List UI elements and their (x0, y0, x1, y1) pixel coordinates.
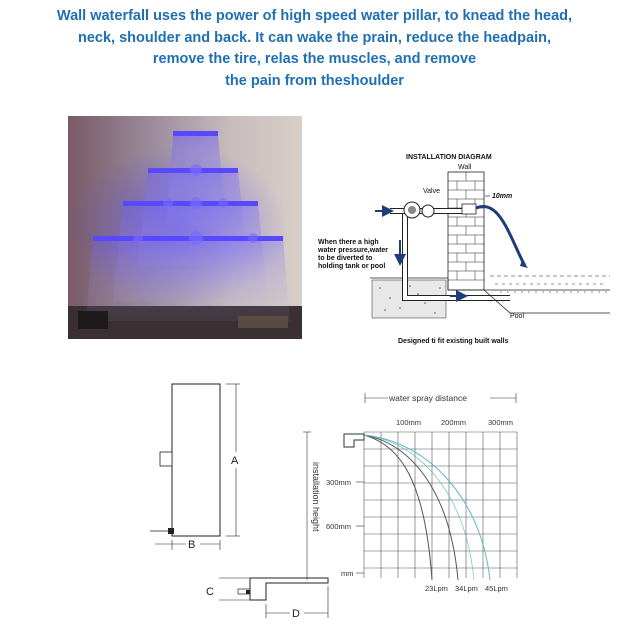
headline-line-2: neck, shoulder and back. It can wake the prain, reduce the headpain, (78, 29, 551, 46)
flow-label-34: 34Lpm (455, 584, 478, 593)
note-line-2: water pressure,water (318, 247, 389, 254)
spray-distance-chart (303, 393, 517, 593)
installation-title: INSTALLATION DIAGRAM (406, 154, 492, 161)
gap-label: 10mm (492, 193, 513, 200)
note-line-1: When there a high (318, 239, 379, 246)
front-view-drawing (150, 384, 240, 550)
note-line-4: holding tank or pool (318, 263, 386, 270)
x-tick-300: 300mm (488, 418, 514, 427)
side-view-drawing (219, 578, 328, 618)
spray-chart-title: water spray distance (389, 393, 467, 403)
y-tick-300: 300mm (326, 478, 352, 487)
wall-label: Wall (458, 164, 472, 171)
x-tick-200: 200mm (441, 418, 467, 427)
valve-label: Valve (423, 188, 440, 195)
dimension-a-label: A (231, 455, 239, 467)
y-tick-600: 600mm (326, 522, 352, 531)
headline-line-4: the pain from theshoulder (225, 72, 404, 89)
dimension-c-label: C (206, 586, 214, 598)
flow-label-45: 45Lpm (485, 584, 508, 593)
y-axis-label: installation height (311, 462, 321, 532)
note-line-3: to be diverted to (318, 255, 373, 262)
headline-line-3: remove the tire, relas the muscles, and remove (152, 51, 477, 67)
dimension-d-label: D (292, 608, 300, 620)
x-tick-100: 100mm (396, 418, 422, 427)
dimension-b-label: B (188, 539, 196, 551)
installation-footer: Designed ti fit existing built walls (398, 338, 509, 345)
curve-34lpm (364, 435, 458, 580)
headline-line-1: Wall waterfall uses the power of high speed water pillar, to knead the head, (56, 8, 573, 24)
pool-label: Pool (510, 313, 525, 320)
y-tick-mm: mm (341, 569, 354, 578)
flow-label-23: 23Lpm (425, 584, 448, 593)
